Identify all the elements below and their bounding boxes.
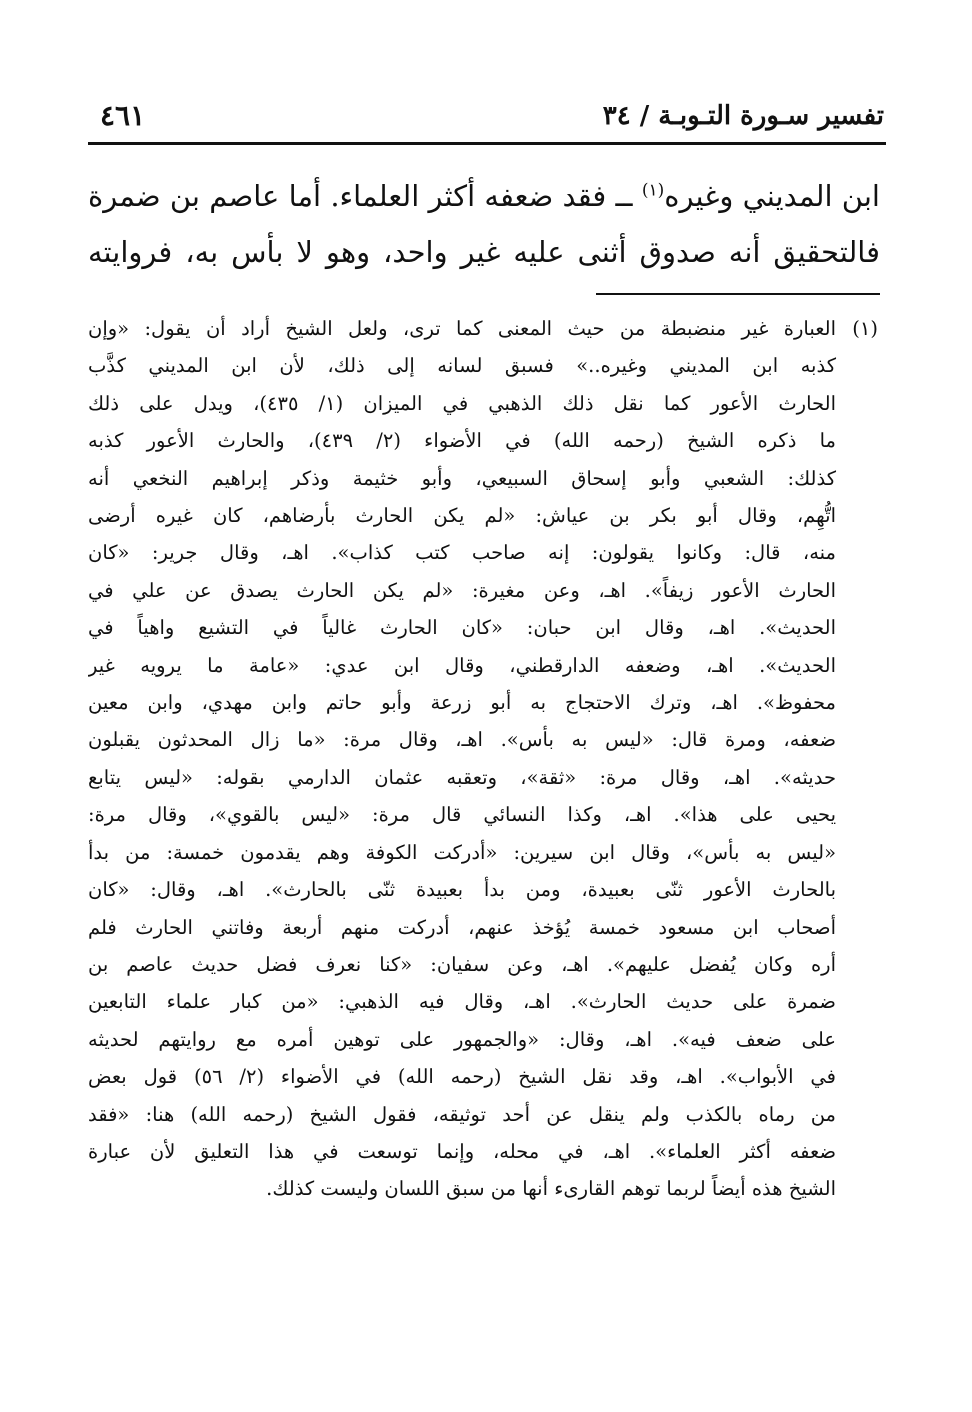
footnote-divider xyxy=(596,293,880,295)
footnote-line: في الأبواب». اهـ، وقد نقل الشيخ (رحمه الله) في الأضواء (٢/ ٥٦) قول بعض xyxy=(88,1065,836,1089)
footnote-line: حديثه». اهـ، وقال مرة: «ثقة»، وتعقبه عثمان الدارمي بقوله: «ليس يتابع xyxy=(88,765,836,789)
main-text-line: فالتحقيق أنه صدوق أثنى عليه غير واحد، وهو لا بأس به، فروايته xyxy=(88,235,880,269)
footnote-line: كذلك: الشعبي وأبو إسحاق السبيعي، وأبو خثيمة وذكر إبراهيم النخعي أنه xyxy=(88,466,836,490)
footnote-line: ضعفه أكثر العلماء». اهـ، في محله، وإنما توسعت في هذا التعليق لأن عبارة xyxy=(88,1139,836,1163)
footnote-line: يحيى على هذا». اهـ، وكذا النسائي قال مرة: «ليس بالقوي»، وقال مرة: xyxy=(88,803,836,827)
footnote-line: العبارة غير منضبطة من حيث المعنى كما ترى، ولعل الشيخ أراد أن يقول: «وإن xyxy=(88,317,836,340)
footnote-line: الشيخ هذه أيضاً لربما توهم القارىء أنها من سبق اللسان وليست كذلك. xyxy=(266,1177,836,1201)
footnote-line: بالحارث الأعور ثنّى بعبيدة، ومن بدأ بعبيدة ثنّى بالحارث». اهـ، وقال: «كان xyxy=(88,878,836,902)
footnote-line: ضعفه، ومرة قال: «ليس به بأس». اهـ، وقال مرة: «ما زال المحدثون يقبلون xyxy=(88,728,836,752)
footnote-line: محفوظ». اهـ، وترك الاحتجاج به أبو زرعة وأبو حاتم وابن مهدي، وابن معين xyxy=(88,691,836,715)
header-divider xyxy=(88,142,886,145)
footnote-line: ضمرة على حديث الحارث». اهـ، وقال فيه الذهبي: «من كبار علماء التابعين xyxy=(88,990,836,1014)
footnote-line: على ضعف فيه». اهـ، وقال: «والجمهور على توهين أمره مع روايتهم لحديثه xyxy=(88,1027,836,1051)
footnote-line: «ليس به بأس»، وقال ابن سيرين: «أدركت الكوفة وهم يقدمون خمسة: من بدأ xyxy=(88,840,836,864)
page-number: ٤٦١ xyxy=(100,99,146,132)
running-header xyxy=(88,96,884,140)
header-title: تفسير سـورة التـوبـة / ٣٤ xyxy=(602,101,884,131)
footnote-number: (١) xyxy=(852,317,878,340)
footnote-line: من رماه بالكذب ولم ينقل عن أحد توثيقه، فقول الشيخ (رحمه الله) هنا: «فقد xyxy=(88,1102,836,1126)
footnote-line: كذبه ابن المديني وغيره..» فسبق لسانه إلى ذلك، لأن ابن المديني كذَّب xyxy=(88,354,836,378)
footnote-line: الحارث الأعور كما نقل ذلك الذهبي في الميزان (١/ ٤٣٥)، ويدل على ذلك xyxy=(88,391,836,415)
footnote-line: اتُّهِم، وقال أبو بكر بن عياش: «لم يكن الحارث بأرضاهم، كان غيره أرضى xyxy=(88,504,836,528)
main-line1-end: ــ فقد ضعفه أكثر العلماء. أما عاصم بن ضمرة xyxy=(88,179,642,213)
main-text-line xyxy=(88,168,880,224)
footnote-line: الحارث الأعور زيفاً». اهـ، وعن مغيرة: «لم يكن الحارث يصدق عن علي في xyxy=(88,578,836,602)
footnote xyxy=(88,310,878,1208)
footnote-line: الحديث». اهـ، وضعفه الدارقطني، وقال ابن عدي: «عامة ما يرويه غير xyxy=(88,653,836,677)
footnote-line: منه، قال: وكانوا يقولون: إنه صاحب كتب كذاب». اهـ، وقال جرير: «كان xyxy=(88,541,836,565)
main-text xyxy=(88,168,880,280)
main-line1-start: ابن المديني وغيره xyxy=(664,179,880,213)
footnote-line: أره وكان يُفضل عليهم». اهـ، وعن سفيان: «كنا نعرف فضل حديث عاصم بن xyxy=(88,952,836,976)
footnote-line: الحديث». اهـ، وقال ابن حبان: «كان الحارث غالياً في التشيع واهياً في xyxy=(88,616,836,640)
footnote-line: أصحاب ابن مسعود خمسة يُؤخذ عنهم، أدركت منهم أربعة وفاتني الحارث فلم xyxy=(88,915,836,939)
footnote-line: ما ذكره الشيخ (رحمه الله) في الأضواء (٢/ ٤٣٩)، والحارث الأعور كذبه xyxy=(88,429,836,453)
footnote-reference: (١) xyxy=(641,180,665,201)
